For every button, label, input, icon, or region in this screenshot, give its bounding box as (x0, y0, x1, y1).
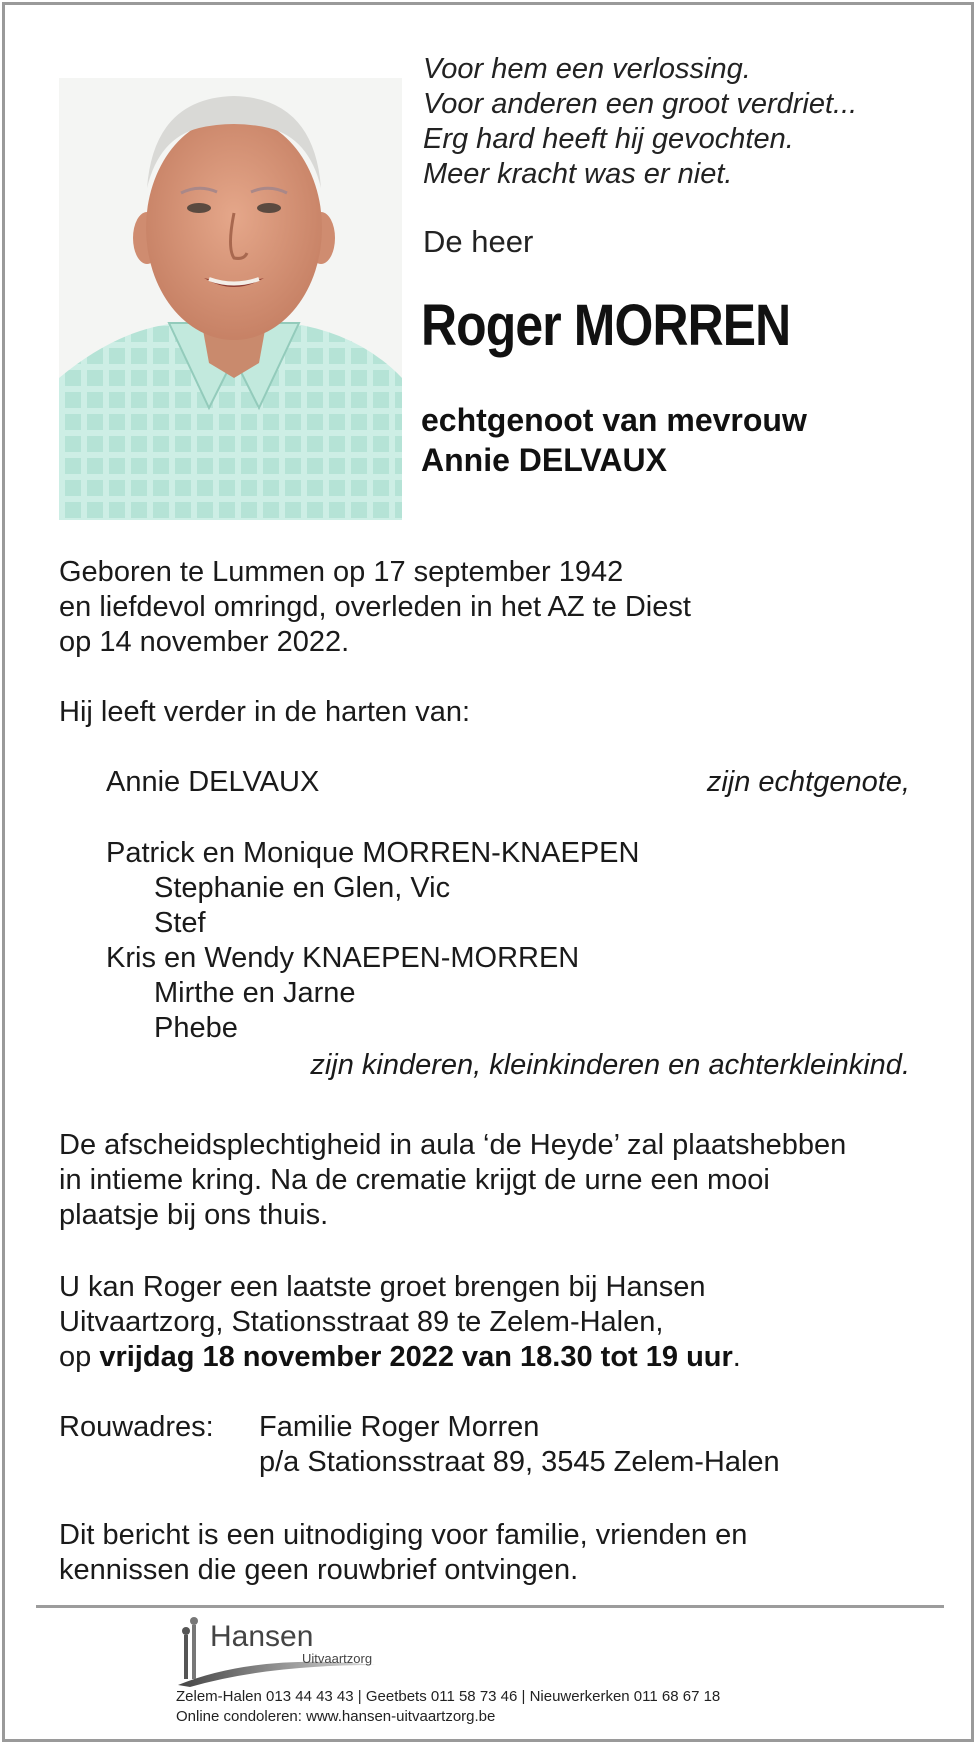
poem-line: Erg hard heeft hij gevochten. (423, 123, 794, 155)
text-line: p/a Stationsstraat 89, 3545 Zelem-Halen (259, 1446, 780, 1478)
honorific: De heer (423, 224, 534, 259)
family-member: Patrick en Monique MORREN-KNAEPEN (106, 837, 640, 869)
online-condolence: Online condoleren: www.hansen-uitvaartzorg.be (176, 1708, 496, 1725)
spouse-entry-relation: zijn echtgenote, (706, 766, 910, 798)
poem (423, 52, 857, 192)
logo-name: Hansen (210, 1620, 314, 1653)
text-line: Geboren te Lummen op 17 september 1942 (59, 556, 624, 588)
survivors-intro: Hij leeft verder in de harten van: (59, 696, 471, 728)
poem-line: Voor anderen een groot verdriet... (423, 88, 858, 120)
text-line: in intieme kring. Na de crematie krijgt de urne een mooi (59, 1164, 770, 1196)
address-label: Rouwadres: (59, 1411, 214, 1443)
text-line: Uitvaartzorg, Stationsstraat 89 te Zelem-Halen, (59, 1306, 664, 1338)
family-list (106, 836, 639, 1046)
family-member: Stephanie en Glen, Vic (154, 872, 451, 904)
deceased-name: Roger MORREN (421, 293, 791, 358)
text-line: kennissen die geen rouwbrief ontvingen. (59, 1554, 579, 1586)
visitation-datetime: vrijdag 18 november 2022 van 18.30 tot 19 uur (99, 1341, 733, 1373)
text-fragment: op (59, 1341, 100, 1373)
address-value (259, 1410, 780, 1480)
spouse-relation: echtgenoot van mevrouw (421, 402, 807, 438)
family-member: Stef (154, 907, 206, 939)
visitation-paragraph (59, 1270, 741, 1375)
phone-numbers: Zelem-Halen 013 44 43 43 | Geetbets 011 58 73 46 | Nieuwerkerken 011 68 67 18 (176, 1688, 721, 1705)
text-line: U kan Roger een laatste groet brengen bij Hansen (59, 1271, 706, 1303)
contact-info (176, 1687, 720, 1727)
text-fragment: . (732, 1341, 741, 1373)
birth-death-paragraph (59, 555, 691, 660)
footer-divider (36, 1605, 944, 1608)
text-line: Dit bericht is een uitnodiging voor familie, vrienden en (59, 1519, 748, 1551)
poem-line: Voor hem een verlossing. (423, 53, 751, 85)
spouse-name: Annie DELVAUX (421, 442, 667, 478)
spouse-line (421, 400, 807, 480)
portrait-photo (59, 78, 402, 520)
spouse-entry-name: Annie DELVAUX (106, 766, 320, 798)
family-member: Kris en Wendy KNAEPEN-MORREN (106, 942, 580, 974)
logo-subtitle: Uitvaartzorg (302, 1651, 373, 1666)
family-member: Mirthe en Jarne (154, 977, 356, 1009)
text-line: Familie Roger Morren (259, 1411, 540, 1443)
text-line (59, 1340, 741, 1375)
family-member: Phebe (154, 1012, 238, 1044)
text-line: plaatsje bij ons thuis. (59, 1199, 329, 1231)
invitation-paragraph (59, 1518, 747, 1588)
family-relation: zijn kinderen, kleinkinderen en achterkleinkind. (310, 1049, 910, 1081)
ceremony-paragraph (59, 1128, 846, 1233)
text-line: op 14 november 2022. (59, 626, 350, 658)
text-line: De afscheidsplechtigheid in aula ‘de Heyde’ zal plaatshebben (59, 1129, 847, 1161)
poem-line: Meer kracht was er niet. (423, 158, 733, 190)
text-line: en liefdevol omringd, overleden in het AZ te Diest (59, 591, 691, 623)
